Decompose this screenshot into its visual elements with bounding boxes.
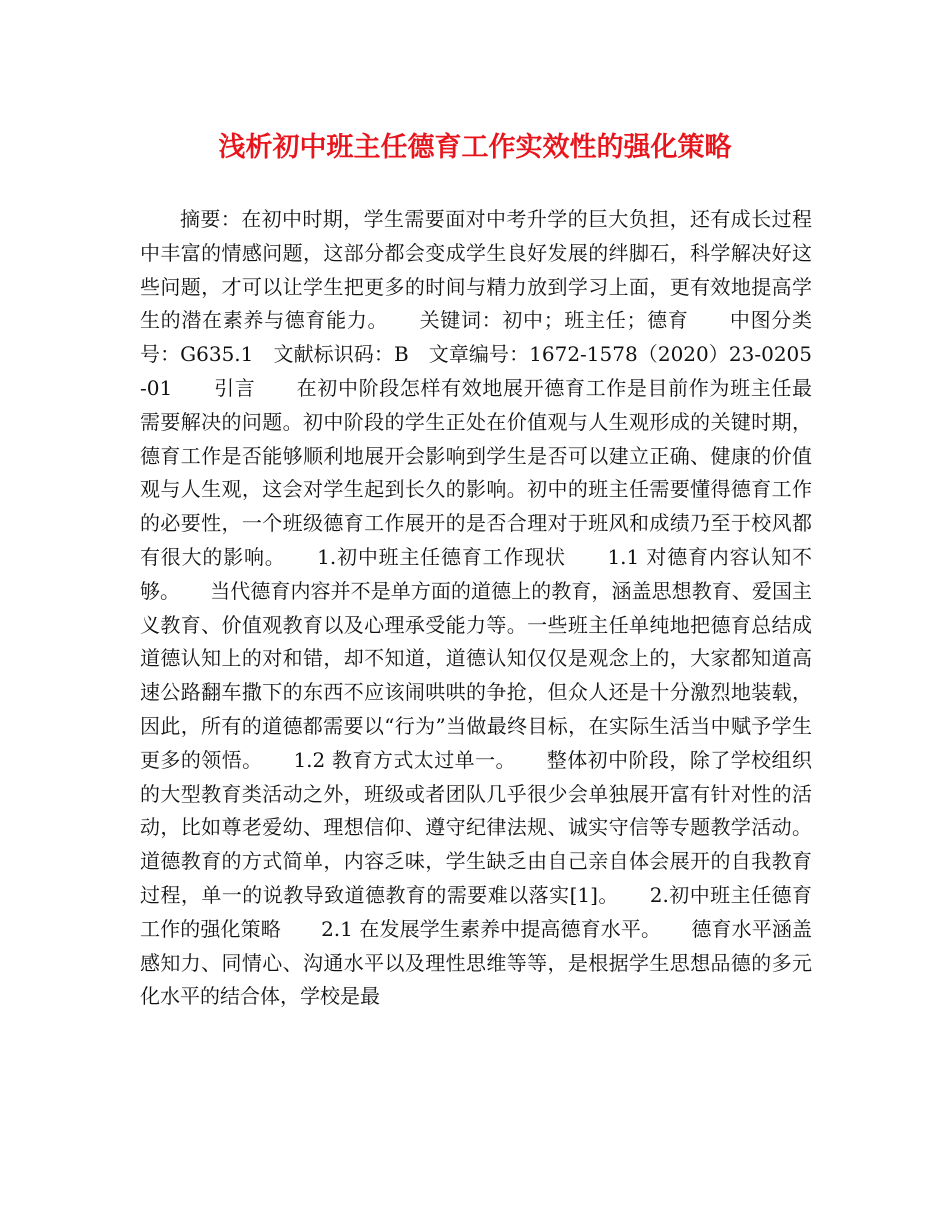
document-body-text: 摘要：在初中时期，学生需要面对中考升学的巨大负担，还有成长过程中丰富的情感问题，这部分都会变成学生良好发展的绊脚石，科学解决好这些问题，才可以让学生把更多的时间与精力放到学习上面，更有效地提高学生的潜在素养与德育能力。 关键词：初中；班主任；德育 中图分类号：G635.1 文献标识码：B 文章编号：1672-1578（2020）23-0205-01 引言 在初中阶段怎样有效地展开德育工作是目前作为班主任最需要解决的问题。初中阶段的学生正处在价值观与人生观形成的关键时期，德育工作是否能够顺利地展开会影响到学生是否可以建立正确、健康的价值观与人生观，这会对学生起到长久的影响。初中的班主任需要懂得德育工作的必要性，一个班级德育工作展开的是否合理对于班风和成绩乃至于校风都有很大的影响。 1.初中班主任德育工作现状 1.1 对德育内容认知不够。 当代德育内容并不是单方面的道德上的教育，涵盖思想教育、爱国主义教育、价值观教育以及心理承受能力等。一些班主任单纯地把德育总结成道德认知上的对和错，却不知道，道德认知仅仅是观念上的，大家都知道高速公路翻车撒下的东西不应该闹哄哄的争抢，但众人还是十分激烈地装载，因此，所有的道德都需要以“行为”当做最终目标，在实际生活当中赋予学生更多的领悟。 1.2 教育方式太过单一。 整体初中阶段，除了学校组织的大型教育类活动之外，班级或者团队几乎很少会单独展开富有针对性的活动，比如尊老爱幼、理想信仰、遵守纪律法规、诚实守信等专题教学活动。道德教育的方式简单，内容乏味，学生缺乏由自己亲自体会展开的自我教育过程，单一的说教导致道德教育的需要难以落实[1]。 2.初中班主任德育工作的强化策略 2.1 在发展学生素养中提高德育水平。 德育水平涵盖感知力、同情心、沟通水平以及理性思维等等，是根据学生思想品德的多元化水平的结合体，学校是最 xyxy=(140,207,812,1009)
document-title: 浅析初中班主任德育工作实效性的强化策略 xyxy=(218,132,732,163)
